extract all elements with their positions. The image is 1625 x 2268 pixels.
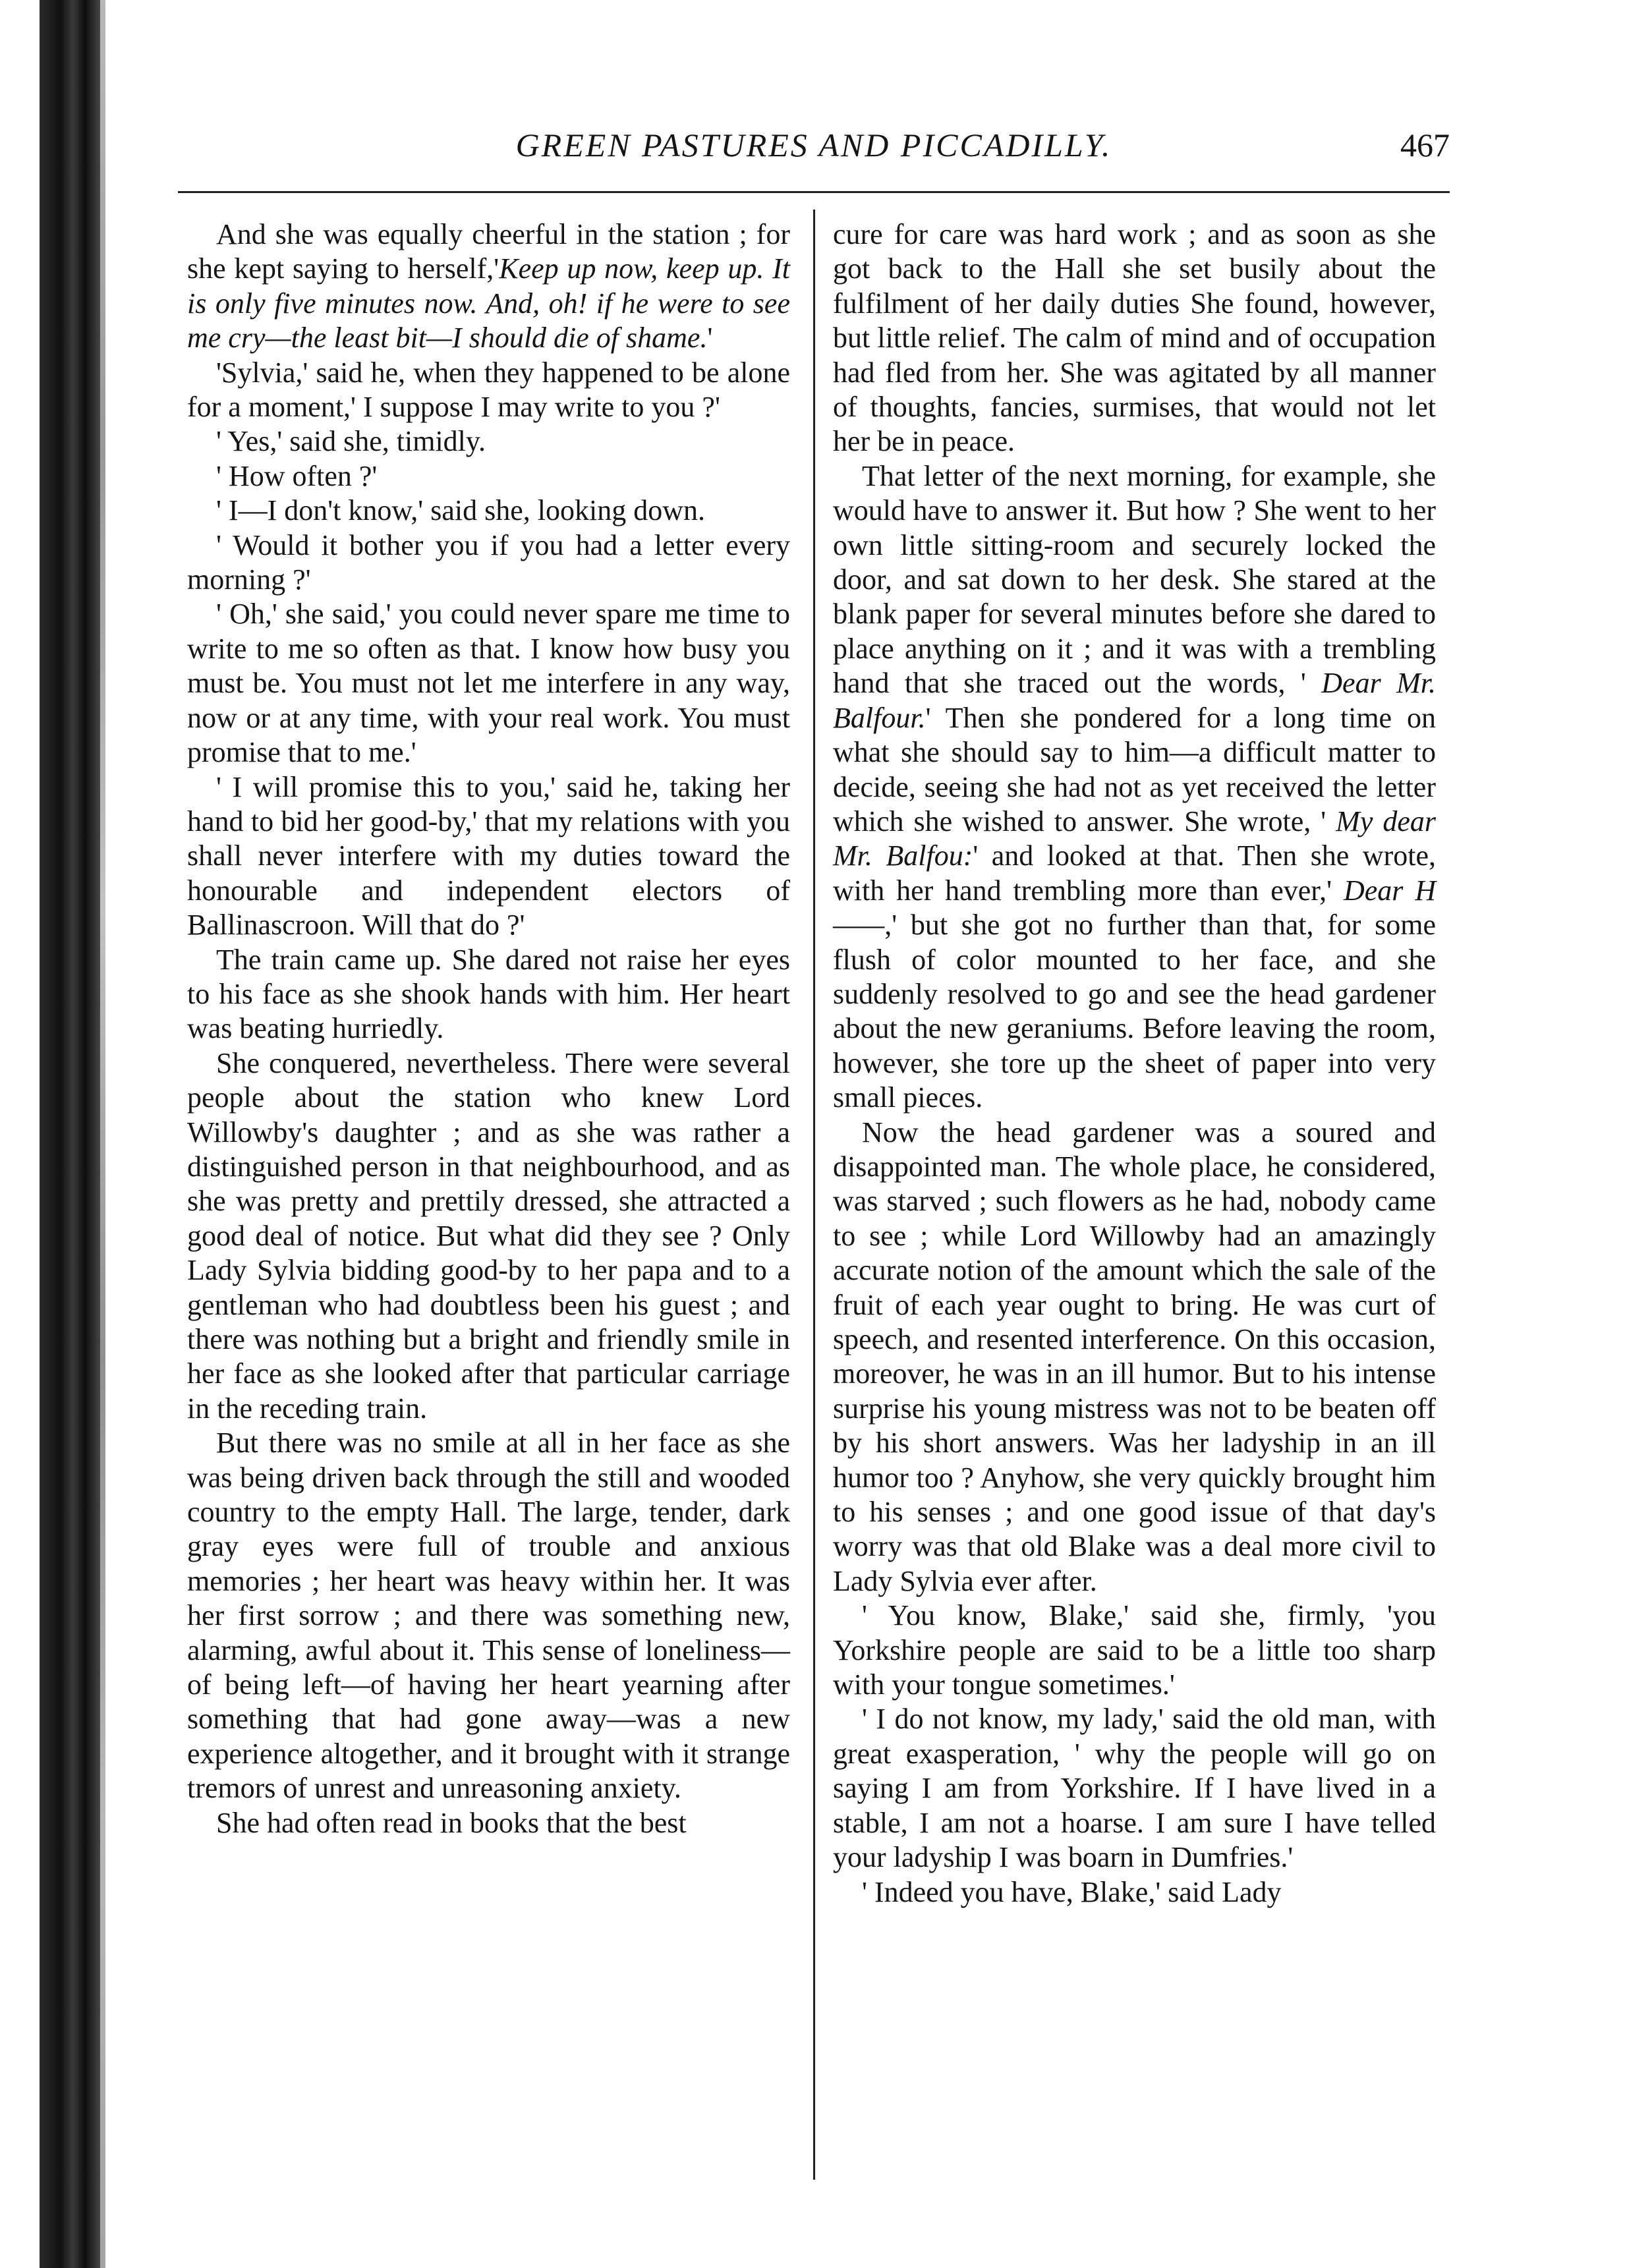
paragraph	[187, 1426, 790, 1805]
running-head	[178, 119, 1450, 171]
paragraph	[187, 770, 790, 943]
header-rule	[178, 191, 1450, 193]
page-number: 467	[1400, 127, 1450, 163]
text-run: That letter of the next morning, for example, she would have to answer it. But how ? She went to her own little sitting-room and securely locked the door, and sat down to her desk. She stared at the blank paper for several minutes before she dared to place anything on it ; and it was with a trembling hand that she traced out the words, '	[833, 459, 1436, 700]
paragraph	[187, 528, 790, 598]
italic-text: Dear Mr. Balfour.	[833, 667, 1436, 734]
paragraph	[187, 943, 790, 1046]
book-spine-edge	[100, 0, 105, 2268]
paragraph	[833, 1599, 1436, 1702]
right-column	[833, 217, 1436, 1910]
paragraph	[187, 494, 790, 528]
paragraph	[833, 1116, 1436, 1599]
text-run: ' Oh,' she said,' you could never spare me time to write to me so often as that. I know how busy you must be. You must not let me interfere in any way, now or at any time, with your real work. You must promise that to me.'	[187, 598, 790, 769]
text-run: She had often read in books that the best	[216, 1806, 687, 1839]
text-run: ' and looked at that. Then she wrote, with her hand trembling more than ever,'	[833, 839, 1436, 907]
italic-text: Dear H——	[833, 874, 1436, 942]
running-title: GREEN PASTURES AND PICCADILLY.	[515, 127, 1112, 163]
paragraph	[187, 459, 790, 494]
text-run: ,' but she got no further than that, for some flush of color mounted to her face, and she suddenly resolved to go and see the head gardener about the new geraniums. Before leaving the room, however, she tore up the sheet of paper into very small pieces.	[833, 909, 1436, 1114]
paragraph	[187, 217, 790, 356]
paragraph	[187, 356, 790, 425]
paragraph	[187, 1046, 790, 1426]
text-run: But there was no smile at all in her face as she was being driven back through the still and wooded country to the empty Hall. The large, tender, dark gray eyes were full of trouble and anxious memories ; her heart was heavy within her. It was her first sorrow ; and there was something new, alarming, awful about it. This sense of loneliness—of being left—of having her heart yearning after something that had gone away—was a new experience altogether, and it brought with it strange tremors of unrest and unreasoning anxiety.	[187, 1427, 790, 1805]
paragraph	[833, 1702, 1436, 1875]
book-spine-shadow	[40, 0, 100, 2268]
text-run: She conquered, nevertheless. There were several people about the station who knew Lord Willowby's daughter ; and as she was rather a distinguished person in that neighbourhood, and as she was pretty and prettily dressed, she attracted a good deal of notice. But what did they see ? Only Lady Sylvia bidding good-by to her papa and to a gentleman who had doubtless been his guest ; and there was nothing but a bright and friendly smile in her face as she looked after that particular carriage in the receding train.	[187, 1046, 790, 1425]
text-run: '	[707, 322, 713, 354]
column-divider	[813, 210, 815, 2180]
paragraph	[833, 459, 1436, 1116]
text-run: ' Yes,' said she, timidly.	[216, 425, 486, 458]
text-run: ' Indeed you have, Blake,' said Lady	[862, 1875, 1282, 1908]
paragraph	[833, 1875, 1436, 1910]
text-run: Now the head gardener was a soured and disappointed man. The whole place, he considered, was starved ; such flowers as he had, nobody came to see ; while Lord Willowby had an amazingly accurate notion of the amount which the sale of the fruit of each year ought to bring. He was curt of speech, and resented interference. On this occasion, moreover, he was in an ill humor. But to his intense surprise his young mistress was not to be beaten off by his short answers. Was her ladyship in an ill humor too ? Anyhow, she very quickly brought him to his senses ; and one good issue of that day's worry was that old Blake was a deal more civil to Lady Sylvia ever after.	[833, 1116, 1436, 1597]
text-run: ' I do not know, my lady,' said the old man, with great exasperation, ' why the people will go on saying I am from Yorkshire. If I have lived in a stable, I am not a hoarse. I am sure I have telled your ladyship I was boarn in Dumfries.'	[833, 1703, 1436, 1874]
paragraph	[187, 597, 790, 770]
italic-text: Keep up now, keep up. It is only five minutes now. And, oh! if he were to see me cry—the least bit—I should die of shame.	[187, 252, 790, 354]
text-run: ' I will promise this to you,' said he, taking her hand to bid her good-by,' that my relations with you shall never interfere with my duties toward the honourable and independent electors of Ballinascroon. Will that do ?'	[187, 770, 790, 942]
text-run: ' Then she pondered for a long time on what she should say to him—a difficult matter to decide, seeing she had not as yet received the letter which she wished to answer. She wrote, '	[833, 701, 1436, 837]
text-run: And she was equally cheerful in the station ; for she kept saying to herself,'	[187, 218, 790, 285]
text-run: ' I—I don't know,' said she, looking down.	[216, 494, 705, 527]
italic-text: My dear Mr. Balfou:	[833, 805, 1436, 872]
text-run: cure for care was hard work ; and as soon as she got back to the Hall she set busily about the fulfilment of her daily duties She found, however, but little relief. The calm of mind and of occupation had fled from her. She was agitated by all manner of thoughts, fancies, surmises, that would not let her be in peace.	[833, 218, 1436, 458]
paragraph	[187, 1806, 790, 1840]
left-column	[187, 217, 790, 1840]
text-run: ' Would it bother you if you had a letter every morning ?'	[187, 528, 790, 596]
text-run: ' You know, Blake,' said she, firmly, 'you Yorkshire people are said to be a little too sharp with your tongue sometimes.'	[833, 1599, 1436, 1701]
text-run: 'Sylvia,' said he, when they happened to be alone for a moment,' I suppose I may write to you ?'	[187, 356, 790, 424]
paragraph	[833, 217, 1436, 459]
text-run: The train came up. She dared not raise her eyes to his face as she shook hands with him. Her heart was beating hurriedly.	[187, 943, 790, 1045]
paragraph	[187, 424, 790, 459]
text-run: ' How often ?'	[216, 459, 378, 492]
